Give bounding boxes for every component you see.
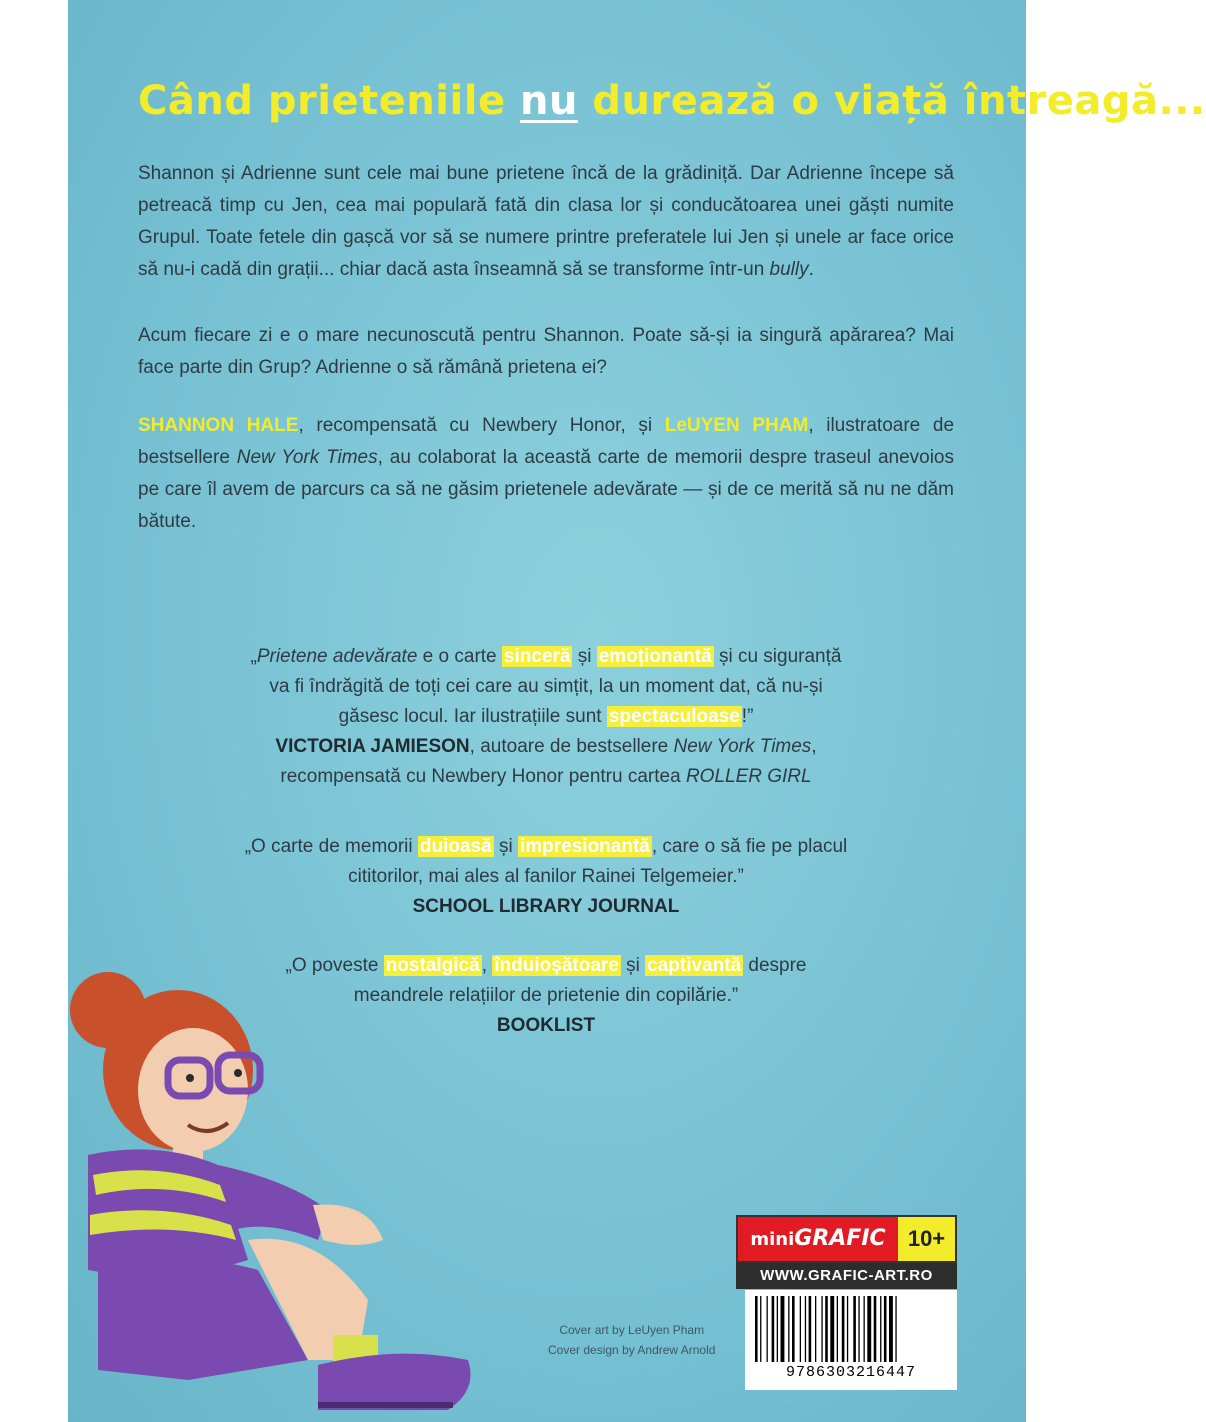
headline-part1: Când prieteniile: [138, 78, 520, 124]
quote-1-body: [246, 642, 846, 732]
quote-2-body: [216, 832, 876, 892]
headline-part2: durează o viață întreagă...: [577, 78, 1206, 124]
credit-design: Cover design by Andrew Arnold: [548, 1343, 716, 1357]
highlight-word: înduioșătoare: [494, 955, 619, 976]
quote-text: e o carte: [417, 646, 502, 667]
barcode-bar: [830, 1296, 834, 1362]
barcode-bar: [867, 1296, 871, 1362]
highlight-word: captivantă: [647, 955, 742, 976]
synopsis-italic-word: bully: [769, 259, 809, 280]
reviewer-name: SCHOOL LIBRARY JOURNAL: [412, 896, 680, 917]
reviewer-name: VICTORIA JAMIESON: [275, 736, 470, 757]
minigrafic-logo: miniGRAFIC: [738, 1217, 898, 1261]
quote-text: și: [493, 836, 518, 857]
nyt-italic: New York Times: [236, 447, 378, 468]
barcode-bar: [767, 1296, 768, 1362]
authors-text-1: , recompensată cu Newbery Honor, și: [298, 415, 665, 436]
highlight-word: impresionantă: [519, 836, 650, 857]
quote-text: , care o să fie pe placul cititorilor, mai ales al fanilor Rainei Telgemeier.”: [348, 836, 848, 887]
synopsis-paragraph-1: [138, 158, 954, 286]
quote-text: ,: [481, 955, 493, 976]
reviewer-desc: ,: [811, 736, 817, 757]
barcode-bar: [777, 1296, 778, 1362]
headline: [138, 78, 1206, 124]
synopsis-text: Shannon și Adrienne sunt cele mai bune prietene încă de la grădiniță. Dar Adrienne începe să petreacă timp cu Jen, cea mai populară fată din clasa lor și conducătoarea unei găști numite Grupul. Toate fetele din gașcă vor să se numere printre preferatele lui Jen și unele ar face orice să nu-i cadă din grații... chiar dacă asta înseamnă să se transforme într-un: [138, 163, 954, 280]
review-quote-2: [138, 832, 954, 922]
headline-emphasis: nu: [520, 78, 578, 124]
quote-open-mark: „: [250, 646, 257, 667]
quote-text: și: [572, 646, 597, 667]
publisher-website: WWW.GRAFIC-ART.RO: [736, 1263, 957, 1289]
book-title-italic: ROLLER GIRL: [685, 766, 812, 787]
authors-text-3: , au colaborat la această carte de memorii despre traseul anevoios pe care îl avem de parcurs ca să ne găsim prietenele adevărate — și de ce merită să nu ne dăm bătute.: [138, 447, 954, 532]
barcode-bar: [792, 1296, 795, 1362]
barcode-bar: [858, 1296, 859, 1362]
quote-text: și: [620, 955, 646, 976]
barcode-bar: [821, 1296, 822, 1362]
synopsis-end: .: [808, 259, 814, 280]
barcode-bar: [880, 1296, 881, 1362]
quote-text: despre meandrele relațiilor de prietenie din copilărie.”: [353, 955, 807, 1006]
nyt-italic: New York Times: [673, 736, 812, 757]
barcode-bar: [874, 1296, 877, 1362]
barcode-bars: [755, 1296, 947, 1362]
highlight-word: sinceră: [503, 646, 571, 667]
barcode-bar: [815, 1296, 816, 1362]
barcode-bar: [788, 1296, 789, 1362]
reviewer-desc: , autoare de bestsellere: [469, 736, 674, 757]
highlight-word: emoționantă: [598, 646, 712, 667]
reviewer-desc: recompensată cu Newbery Honor pentru cartea: [280, 766, 686, 787]
barcode: [745, 1290, 957, 1390]
barcode-bar: [847, 1296, 848, 1362]
credit-art: Cover art by LeUyen Pham: [559, 1323, 705, 1337]
highlight-word: duioasă: [419, 836, 492, 857]
back-cover: [68, 0, 1206, 1422]
shoe: [318, 1354, 471, 1410]
synopsis-paragraph-2: Acum fiecare zi e o mare necunoscută pentru Shannon. Poate să-și ia singură apărarea? Mai face parte din Grup? Adrienne o să rămână prietena ei?: [138, 325, 954, 378]
review-quote-1: [138, 642, 954, 792]
barcode-bar: [781, 1296, 785, 1362]
barcode-bar: [895, 1296, 896, 1362]
isbn-number: 9786303216447: [785, 1364, 917, 1381]
barcode-bar: [884, 1296, 887, 1362]
barcode-bar: [853, 1296, 856, 1362]
quote-1-source-line-2: [138, 762, 954, 792]
author-name-hale: SHANNON HALE: [138, 415, 299, 436]
reviewer-name: BOOKLIST: [496, 1015, 596, 1036]
authors-paragraph: [138, 410, 954, 538]
authors-text-2: , ilustratoare de bestsellere: [138, 415, 955, 468]
barcode-bar: [889, 1296, 893, 1362]
quote-text: și cu siguranță va fi îndrăgită de toți cei care au simțit, la un moment dat, că nu-și găsesc locul. Iar ilustrațiile sunt: [269, 646, 842, 727]
barcode-bar: [805, 1296, 806, 1362]
barcode-bar: [864, 1296, 865, 1362]
quote-text: „O carte de memorii: [244, 836, 418, 857]
barcode-bar: [837, 1296, 838, 1362]
barcode-bar: [772, 1296, 775, 1362]
girl-illustration: [68, 940, 488, 1422]
barcode-bar: [755, 1296, 758, 1362]
barcode-bar: [809, 1296, 812, 1362]
age-badge: 10+: [898, 1217, 955, 1261]
logo-bar: [736, 1215, 957, 1263]
author-name-pham: LeUYEN PHAM: [664, 415, 809, 436]
barcode-bar: [760, 1296, 761, 1362]
quote-1-source: [138, 732, 954, 762]
highlight-word: nostalgică: [385, 955, 480, 976]
arm: [313, 1204, 383, 1245]
barcode-bar: [825, 1296, 828, 1362]
cover-credits: [548, 1320, 715, 1360]
highlight-word: spectaculoase: [608, 706, 740, 727]
quote-text: !”: [741, 706, 754, 727]
barcode-bar: [842, 1296, 845, 1362]
quote-text: „O poveste: [285, 955, 384, 976]
book-title-italic: Prietene adevărate: [256, 646, 418, 667]
barcode-bar: [800, 1296, 801, 1362]
